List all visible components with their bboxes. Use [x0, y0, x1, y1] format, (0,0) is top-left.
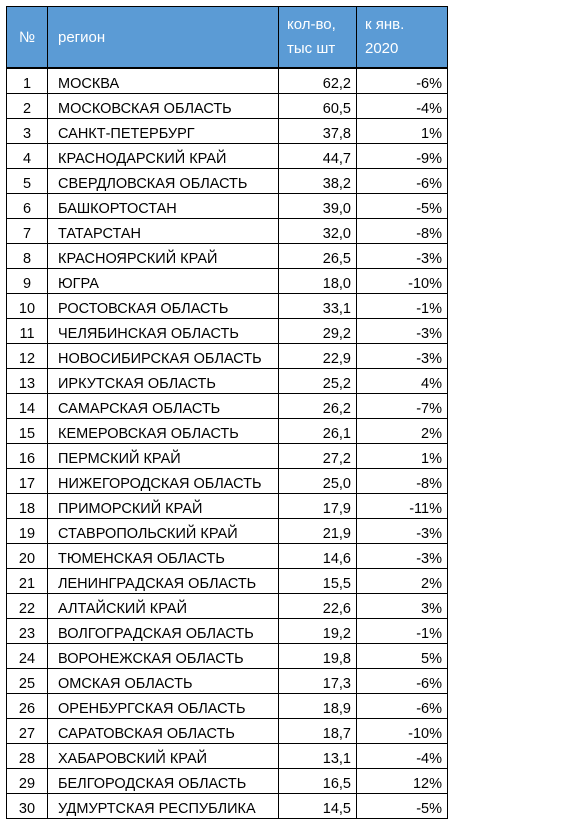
- change-percent-cell: -4%: [357, 94, 448, 119]
- row-number-cell: 27: [7, 719, 48, 744]
- quantity-cell: 18,7: [279, 719, 357, 744]
- row-number-cell: 30: [7, 794, 48, 819]
- change-percent-cell: -3%: [357, 544, 448, 569]
- row-number-cell: 14: [7, 394, 48, 419]
- row-number-cell: 29: [7, 769, 48, 794]
- table-row: [7, 444, 448, 469]
- table-row: [7, 144, 448, 169]
- table-row: [7, 344, 448, 369]
- quantity-cell: 39,0: [279, 194, 357, 219]
- quantity-cell: 22,6: [279, 594, 357, 619]
- header-quantity: [279, 7, 357, 69]
- region-name-cell: ЧЕЛЯБИНСКАЯ ОБЛАСТЬ: [48, 319, 279, 344]
- region-name-cell: ОРЕНБУРГСКАЯ ОБЛАСТЬ: [48, 694, 279, 719]
- row-number-cell: 1: [7, 68, 48, 94]
- table-row: [7, 694, 448, 719]
- table-row: [7, 544, 448, 569]
- regions-table: [6, 6, 448, 819]
- table-row: [7, 494, 448, 519]
- quantity-cell: 22,9: [279, 344, 357, 369]
- header-change-line2: 2020: [365, 40, 399, 57]
- table-row: [7, 619, 448, 644]
- region-name-cell: БЕЛГОРОДСКАЯ ОБЛАСТЬ: [48, 769, 279, 794]
- table-row: [7, 594, 448, 619]
- table-row: [7, 669, 448, 694]
- table-row: [7, 794, 448, 819]
- table-row: [7, 169, 448, 194]
- table-row: [7, 769, 448, 794]
- region-name-cell: АЛТАЙСКИЙ КРАЙ: [48, 594, 279, 619]
- change-percent-cell: -8%: [357, 469, 448, 494]
- quantity-cell: 29,2: [279, 319, 357, 344]
- row-number-cell: 2: [7, 94, 48, 119]
- quantity-cell: 38,2: [279, 169, 357, 194]
- region-name-cell: ПРИМОРСКИЙ КРАЙ: [48, 494, 279, 519]
- quantity-cell: 32,0: [279, 219, 357, 244]
- change-percent-cell: -7%: [357, 394, 448, 419]
- region-name-cell: ТАТАРСТАН: [48, 219, 279, 244]
- change-percent-cell: -6%: [357, 669, 448, 694]
- table-row: [7, 94, 448, 119]
- row-number-cell: 25: [7, 669, 48, 694]
- change-percent-cell: 1%: [357, 444, 448, 469]
- table-row: [7, 744, 448, 769]
- region-name-cell: КЕМЕРОВСКАЯ ОБЛАСТЬ: [48, 419, 279, 444]
- change-percent-cell: 3%: [357, 594, 448, 619]
- quantity-cell: 18,0: [279, 269, 357, 294]
- table-row: [7, 68, 448, 94]
- change-percent-cell: -3%: [357, 519, 448, 544]
- quantity-cell: 26,1: [279, 419, 357, 444]
- row-number-cell: 7: [7, 219, 48, 244]
- quantity-cell: 16,5: [279, 769, 357, 794]
- quantity-cell: 25,2: [279, 369, 357, 394]
- table-row: [7, 469, 448, 494]
- table-row: [7, 194, 448, 219]
- quantity-cell: 14,5: [279, 794, 357, 819]
- header-quantity-line2: тыс шт: [287, 40, 336, 57]
- row-number-cell: 23: [7, 619, 48, 644]
- region-name-cell: ОМСКАЯ ОБЛАСТЬ: [48, 669, 279, 694]
- table-row: [7, 219, 448, 244]
- row-number-cell: 22: [7, 594, 48, 619]
- header-number: №: [7, 7, 48, 69]
- region-name-cell: ВОРОНЕЖСКАЯ ОБЛАСТЬ: [48, 644, 279, 669]
- row-number-cell: 19: [7, 519, 48, 544]
- region-name-cell: СТАВРОПОЛЬСКИЙ КРАЙ: [48, 519, 279, 544]
- row-number-cell: 17: [7, 469, 48, 494]
- change-percent-cell: -10%: [357, 269, 448, 294]
- quantity-cell: 62,2: [279, 68, 357, 94]
- change-percent-cell: -1%: [357, 619, 448, 644]
- table-row: [7, 369, 448, 394]
- header-change-line1: к янв.: [365, 16, 405, 33]
- header-change: [357, 7, 448, 69]
- row-number-cell: 13: [7, 369, 48, 394]
- quantity-cell: 27,2: [279, 444, 357, 469]
- change-percent-cell: -5%: [357, 794, 448, 819]
- change-percent-cell: -6%: [357, 169, 448, 194]
- region-name-cell: НИЖЕГОРОДСКАЯ ОБЛАСТЬ: [48, 469, 279, 494]
- table-row: [7, 294, 448, 319]
- change-percent-cell: -8%: [357, 219, 448, 244]
- row-number-cell: 20: [7, 544, 48, 569]
- table-row: [7, 644, 448, 669]
- region-name-cell: САМАРСКАЯ ОБЛАСТЬ: [48, 394, 279, 419]
- table-row: [7, 244, 448, 269]
- quantity-cell: 25,0: [279, 469, 357, 494]
- quantity-cell: 26,2: [279, 394, 357, 419]
- header-row: [7, 7, 448, 69]
- region-name-cell: САРАТОВСКАЯ ОБЛАСТЬ: [48, 719, 279, 744]
- change-percent-cell: -6%: [357, 694, 448, 719]
- table-body: [7, 68, 448, 819]
- region-name-cell: РОСТОВСКАЯ ОБЛАСТЬ: [48, 294, 279, 319]
- region-name-cell: ВОЛГОГРАДСКАЯ ОБЛАСТЬ: [48, 619, 279, 644]
- table-row: [7, 394, 448, 419]
- row-number-cell: 11: [7, 319, 48, 344]
- quantity-cell: 17,9: [279, 494, 357, 519]
- row-number-cell: 26: [7, 694, 48, 719]
- row-number-cell: 6: [7, 194, 48, 219]
- change-percent-cell: -11%: [357, 494, 448, 519]
- change-percent-cell: 1%: [357, 119, 448, 144]
- region-name-cell: КРАСНОЯРСКИЙ КРАЙ: [48, 244, 279, 269]
- quantity-cell: 15,5: [279, 569, 357, 594]
- table-row: [7, 569, 448, 594]
- change-percent-cell: 2%: [357, 569, 448, 594]
- region-name-cell: НОВОСИБИРСКАЯ ОБЛАСТЬ: [48, 344, 279, 369]
- region-name-cell: УДМУРТСКАЯ РЕСПУБЛИКА: [48, 794, 279, 819]
- change-percent-cell: 12%: [357, 769, 448, 794]
- change-percent-cell: -4%: [357, 744, 448, 769]
- table-row: [7, 119, 448, 144]
- table-row: [7, 719, 448, 744]
- region-name-cell: САНКТ-ПЕТЕРБУРГ: [48, 119, 279, 144]
- change-percent-cell: -3%: [357, 319, 448, 344]
- table-row: [7, 519, 448, 544]
- row-number-cell: 9: [7, 269, 48, 294]
- row-number-cell: 12: [7, 344, 48, 369]
- table-row: [7, 319, 448, 344]
- row-number-cell: 3: [7, 119, 48, 144]
- change-percent-cell: -5%: [357, 194, 448, 219]
- quantity-cell: 33,1: [279, 294, 357, 319]
- change-percent-cell: -10%: [357, 719, 448, 744]
- quantity-cell: 60,5: [279, 94, 357, 119]
- change-percent-cell: 2%: [357, 419, 448, 444]
- table-row: [7, 419, 448, 444]
- quantity-cell: 44,7: [279, 144, 357, 169]
- region-name-cell: МОСКВА: [48, 68, 279, 94]
- row-number-cell: 5: [7, 169, 48, 194]
- region-name-cell: ИРКУТСКАЯ ОБЛАСТЬ: [48, 369, 279, 394]
- table-row: [7, 269, 448, 294]
- quantity-cell: 26,5: [279, 244, 357, 269]
- change-percent-cell: -9%: [357, 144, 448, 169]
- row-number-cell: 18: [7, 494, 48, 519]
- header-region: регион: [48, 7, 279, 69]
- region-name-cell: ТЮМЕНСКАЯ ОБЛАСТЬ: [48, 544, 279, 569]
- quantity-cell: 19,8: [279, 644, 357, 669]
- header-quantity-line1: кол-во,: [287, 16, 336, 33]
- row-number-cell: 15: [7, 419, 48, 444]
- row-number-cell: 4: [7, 144, 48, 169]
- region-name-cell: ЮГРА: [48, 269, 279, 294]
- row-number-cell: 24: [7, 644, 48, 669]
- row-number-cell: 8: [7, 244, 48, 269]
- region-name-cell: БАШКОРТОСТАН: [48, 194, 279, 219]
- table-header: [7, 7, 448, 69]
- region-name-cell: СВЕРДЛОВСКАЯ ОБЛАСТЬ: [48, 169, 279, 194]
- region-name-cell: КРАСНОДАРСКИЙ КРАЙ: [48, 144, 279, 169]
- quantity-cell: 21,9: [279, 519, 357, 544]
- row-number-cell: 28: [7, 744, 48, 769]
- region-name-cell: ЛЕНИНГРАДСКАЯ ОБЛАСТЬ: [48, 569, 279, 594]
- quantity-cell: 37,8: [279, 119, 357, 144]
- change-percent-cell: -6%: [357, 68, 448, 94]
- row-number-cell: 21: [7, 569, 48, 594]
- quantity-cell: 17,3: [279, 669, 357, 694]
- row-number-cell: 10: [7, 294, 48, 319]
- change-percent-cell: -1%: [357, 294, 448, 319]
- quantity-cell: 14,6: [279, 544, 357, 569]
- change-percent-cell: -3%: [357, 244, 448, 269]
- row-number-cell: 16: [7, 444, 48, 469]
- region-name-cell: ПЕРМСКИЙ КРАЙ: [48, 444, 279, 469]
- quantity-cell: 13,1: [279, 744, 357, 769]
- quantity-cell: 18,9: [279, 694, 357, 719]
- change-percent-cell: 4%: [357, 369, 448, 394]
- region-name-cell: МОСКОВСКАЯ ОБЛАСТЬ: [48, 94, 279, 119]
- change-percent-cell: 5%: [357, 644, 448, 669]
- region-name-cell: ХАБАРОВСКИЙ КРАЙ: [48, 744, 279, 769]
- quantity-cell: 19,2: [279, 619, 357, 644]
- change-percent-cell: -3%: [357, 344, 448, 369]
